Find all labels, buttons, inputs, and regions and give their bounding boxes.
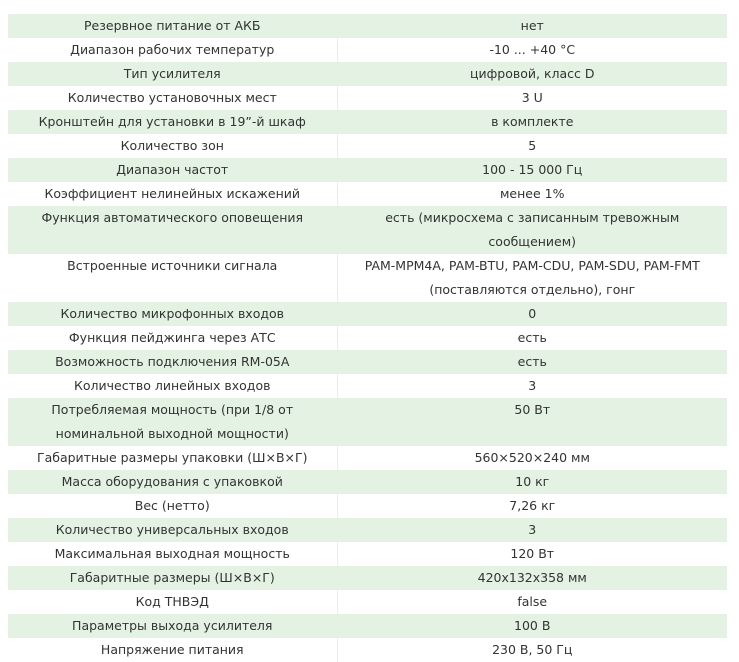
- spec-value: есть: [337, 350, 727, 374]
- spec-value: 420x132x358 мм: [337, 566, 727, 590]
- spec-row: [8, 350, 727, 374]
- spec-name: Количество универсальных входов: [8, 518, 337, 542]
- spec-value: 7,26 кг: [337, 494, 727, 518]
- spec-value: 120 Вт: [337, 542, 727, 566]
- spec-row: [8, 206, 727, 254]
- spec-name: Габаритные размеры упаковки (Ш×В×Г): [8, 446, 337, 470]
- spec-name: Код ТНВЭД: [8, 590, 337, 614]
- spec-value: есть (микросхема с записанным тревожным сообщением): [337, 206, 727, 254]
- spec-value: PAM-MPM4A, PAM-BTU, PAM-CDU, PAM-SDU, PAM-FMT (поставляются отдельно), гонг: [337, 254, 727, 302]
- spec-name: Функция автоматического оповещения: [8, 206, 337, 254]
- spec-value: 0: [337, 302, 727, 326]
- spec-value: менее 1%: [337, 182, 727, 206]
- spec-name: Резервное питание от АКБ: [8, 14, 337, 38]
- spec-value: -10 ... +40 °C: [337, 38, 727, 62]
- spec-row: [8, 254, 727, 302]
- spec-row: [8, 542, 727, 566]
- spec-value: 560×520×240 мм: [337, 446, 727, 470]
- spec-row: [8, 614, 727, 638]
- spec-value: есть: [337, 326, 727, 350]
- spec-name: Встроенные источники сигнала: [8, 254, 337, 302]
- spec-value: 100 - 15 000 Гц: [337, 158, 727, 182]
- spec-name: Тип усилителя: [8, 62, 337, 86]
- spec-row: [8, 134, 727, 158]
- spec-row: [8, 518, 727, 542]
- spec-name: Максимальная выходная мощность: [8, 542, 337, 566]
- spec-value: false: [337, 590, 727, 614]
- spec-name: Параметры выхода усилителя: [8, 614, 337, 638]
- spec-row: [8, 14, 727, 38]
- spec-value: в комплекте: [337, 110, 727, 134]
- spec-row: [8, 62, 727, 86]
- spec-name: Коэффициент нелинейных искажений: [8, 182, 337, 206]
- spec-name: Функция пейджинга через АТС: [8, 326, 337, 350]
- spec-row: [8, 494, 727, 518]
- spec-row: [8, 110, 727, 134]
- spec-row: [8, 470, 727, 494]
- spec-row: [8, 158, 727, 182]
- spec-value: 230 В, 50 Гц: [337, 638, 727, 662]
- spec-row: [8, 326, 727, 350]
- spec-row: [8, 302, 727, 326]
- spec-row: [8, 566, 727, 590]
- spec-value: 3 U: [337, 86, 727, 110]
- spec-value: 100 В: [337, 614, 727, 638]
- spec-name: Возможность подключения RM-05A: [8, 350, 337, 374]
- spec-name: Масса оборудования с упаковкой: [8, 470, 337, 494]
- spec-row: [8, 374, 727, 398]
- spec-name: Количество установочных мест: [8, 86, 337, 110]
- spec-name: Кронштейн для установки в 19”-й шкаф: [8, 110, 337, 134]
- spec-value: 10 кг: [337, 470, 727, 494]
- specs-table: [8, 14, 727, 662]
- spec-name: Количество линейных входов: [8, 374, 337, 398]
- spec-name: Количество микрофонных входов: [8, 302, 337, 326]
- spec-value: 5: [337, 134, 727, 158]
- spec-name: Диапазон частот: [8, 158, 337, 182]
- spec-row: [8, 182, 727, 206]
- spec-row: [8, 38, 727, 62]
- spec-value: нет: [337, 14, 727, 38]
- spec-name: Габаритные размеры (Ш×В×Г): [8, 566, 337, 590]
- spec-name: Количество зон: [8, 134, 337, 158]
- spec-value: 50 Вт: [337, 398, 727, 446]
- specs-table-container: [8, 14, 727, 662]
- spec-name: Напряжение питания: [8, 638, 337, 662]
- spec-value: 3: [337, 518, 727, 542]
- spec-name: Вес (нетто): [8, 494, 337, 518]
- spec-row: [8, 446, 727, 470]
- spec-row: [8, 398, 727, 446]
- spec-value: 3: [337, 374, 727, 398]
- spec-value: цифровой, класс D: [337, 62, 727, 86]
- spec-row: [8, 590, 727, 614]
- spec-name: Диапазон рабочих температур: [8, 38, 337, 62]
- spec-name: Потребляемая мощность (при 1/8 от номинальной выходной мощности): [8, 398, 337, 446]
- spec-row: [8, 86, 727, 110]
- spec-row: [8, 638, 727, 662]
